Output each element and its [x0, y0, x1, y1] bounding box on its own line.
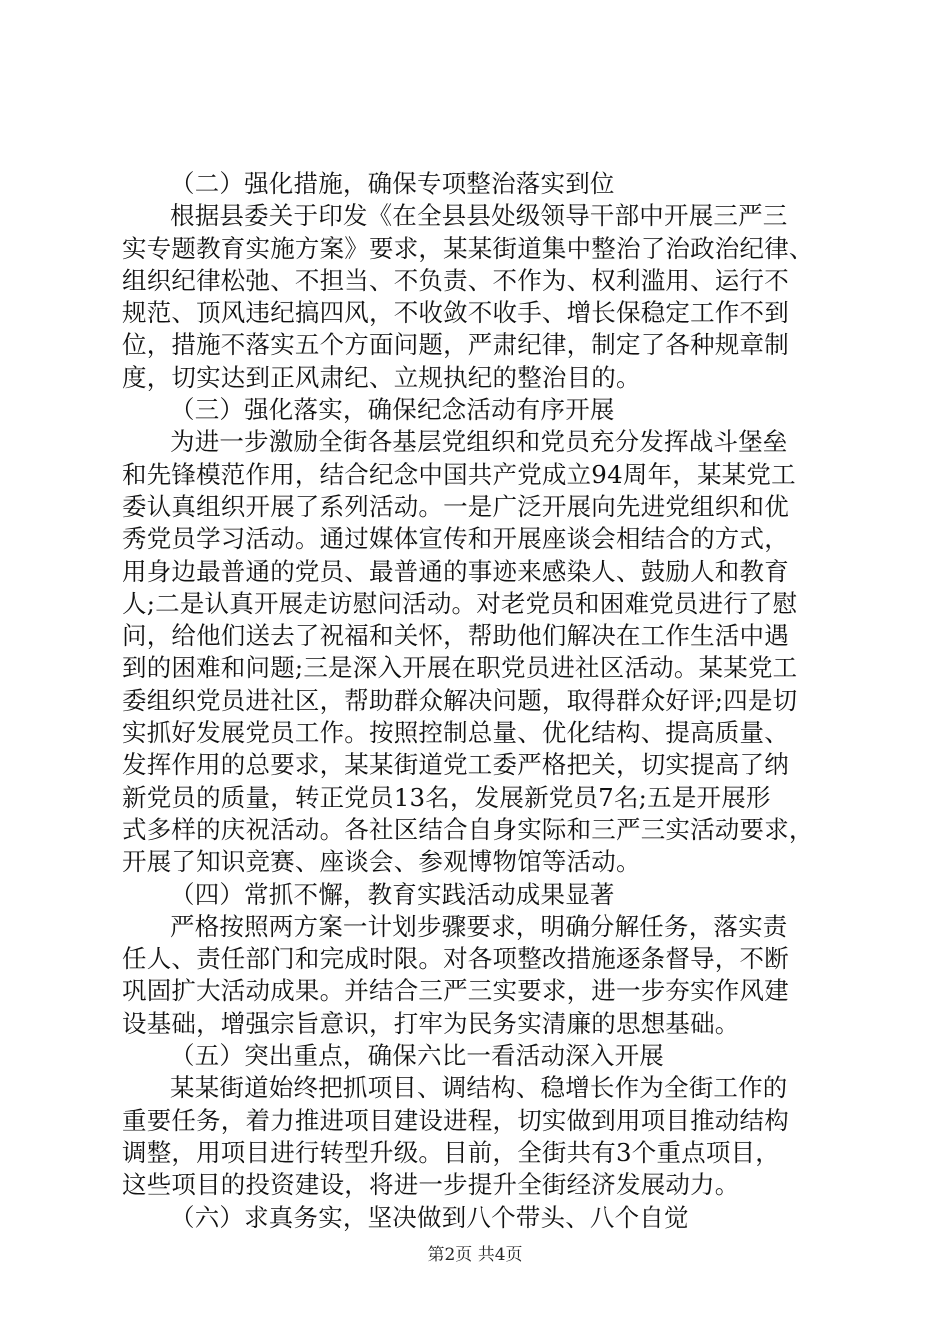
text-line: 到的困难和问题;三是深入开展在职党员进社区活动。某某党工: [122, 653, 798, 683]
text-line: （五）突出重点，确保六比一看活动深入开展: [170, 1041, 664, 1071]
text-line: 和先锋模范作用，结合纪念中国共产党成立94周年，某某党工: [122, 459, 796, 489]
text-line: 这些项目的投资建设，将进一步提升全街经济发展动力。: [122, 1170, 740, 1200]
text-line: 人;二是认真开展走访慰问活动。对老党员和困难党员进行了慰: [122, 588, 798, 618]
text-line: 委认真组织开展了系列活动。一是广泛开展向先进党组织和优: [122, 491, 789, 521]
page-footer: 第2页 共4页: [427, 1245, 523, 1265]
text-line: 发挥作用的总要求，某某街道党工委严格把关，切实提高了纳: [122, 750, 789, 780]
text-line: 实专题教育实施方案》要求，某某街道集中整治了治政治纪律、: [122, 233, 814, 263]
text-line: 委组织党员进社区，帮助群众解决问题，取得群众好评;四是切: [122, 685, 798, 715]
text-line: 设基础，增强宗旨意识，打牢为民务实清廉的思想基础。: [122, 1008, 740, 1038]
text-line: 任人、责任部门和完成时限。对各项整改措施逐条督导，不断: [122, 944, 789, 974]
text-line: （二）强化措施，确保专项整治落实到位: [170, 169, 615, 198]
text-line: 式多样的庆祝活动。各社区结合自身实际和三严三实活动要求，: [122, 814, 814, 844]
text-line: 巩固扩大活动成果。并结合三严三实要求，进一步夯实作风建: [122, 976, 789, 1006]
text-line: 开展了知识竞赛、座谈会、参观博物馆等活动。: [122, 847, 641, 877]
text-line: （三）强化落实，确保纪念活动有序开展: [170, 395, 615, 425]
text-line: 用身边最普通的党员、最普通的事迹来感染人、鼓励人和教育: [122, 556, 789, 586]
document-body: [122, 168, 840, 1234]
text-line: 秀党员学习活动。通过媒体宣传和开展座谈会相结合的方式，: [122, 524, 789, 554]
text-line: 规范、顶风违纪搞四风，不收敛不收手、增长保稳定工作不到: [122, 298, 789, 328]
text-line: 度，切实达到正风肃纪、立规执纪的整治目的。: [122, 362, 641, 392]
text-line: （四）常抓不懈，教育实践活动成果显著: [170, 879, 615, 909]
text-line: 严格按照两方案一计划步骤要求，明确分解任务，落实责: [170, 911, 788, 941]
text-line: 问，给他们送去了祝福和关怀，帮助他们解决在工作生活中遇: [122, 621, 789, 651]
text-line: 实抓好发展党员工作。按照控制总量、优化结构、提高质量、: [122, 718, 789, 748]
text-line: 重要任务，着力推进项目建设进程，切实做到用项目推动结构: [122, 1105, 789, 1135]
text-line: 新党员的质量，转正党员13名，发展新党员7名;五是开展形: [122, 782, 771, 812]
text-line: （六）求真务实，坚决做到八个带头、八个自觉: [170, 1202, 689, 1232]
text-line: 为进一步激励全街各基层党组织和党员充分发挥战斗堡垒: [170, 427, 788, 457]
text-line: 根据县委关于印发《在全县县处级领导干部中开展三严三: [170, 201, 788, 231]
text-line: 调整，用项目进行转型升级。目前，全街共有3个重点项目，: [122, 1137, 780, 1167]
text-line: 某某街道始终把抓项目、调结构、稳增长作为全街工作的: [170, 1073, 788, 1103]
text-line: 位，措施不落实五个方面问题，严肃纪律，制定了各种规章制: [122, 330, 789, 360]
text-line: 组织纪律松弛、不担当、不负责、不作为、权利滥用、运行不: [122, 265, 789, 295]
